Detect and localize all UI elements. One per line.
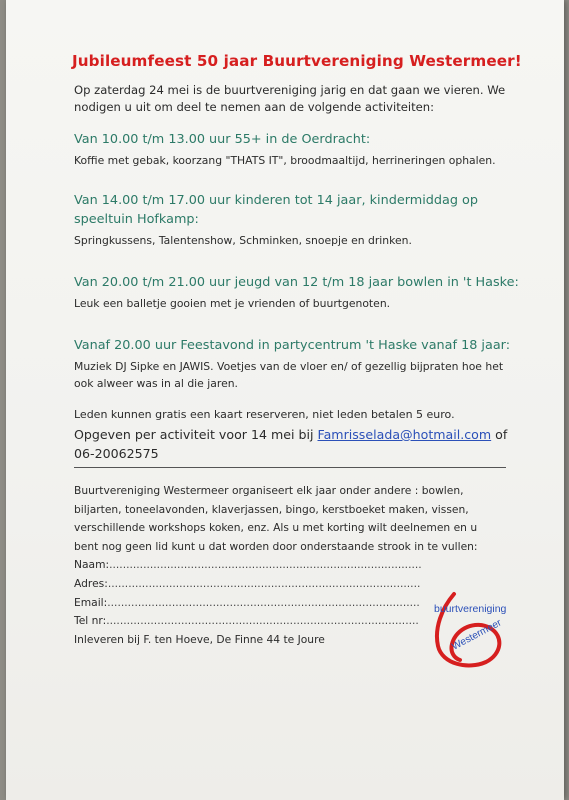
activity-1 [68,130,528,169]
activity-2-heading-cont: speeltuin Hofkamp: [74,212,199,227]
buurtvereniging-logo [424,588,524,672]
form-row-naam[interactable] [74,556,528,575]
activity-4-body [74,358,528,392]
logo-text-top: buurtvereniging [434,603,507,615]
form-label-naam: Naam: [74,558,110,572]
form-dots-tel: ............................................................................................ [106,614,419,628]
org-line-4: bent nog geen lid kunt u dat worden door onderstaande strook in te vullen: [74,539,478,553]
form-dots-email: ............................................................................................ [107,595,420,609]
intro-line-2: nodigen u uit om deel te nemen aan de volgende activiteiten: [74,100,435,114]
form-label-email: Email: [74,595,108,609]
activity-3-heading: Van 20.00 t/m 21.00 uur jeugd van 12 t/m 18 jaar bowlen in 't Haske: [74,275,519,290]
drop-off-text: Inleveren bij F. ten Hoeve, De Finne 44 te Joure [74,632,325,646]
form-dots-adres: ............................................................................................ [107,576,421,590]
signup-prefix: Opgeven per activiteit voor 14 mei bij [74,427,318,442]
flyer-paper [6,0,564,800]
signup-text [74,425,528,463]
signup-phone: 06-20062575 [74,446,159,461]
activity-4-body-line-2: ook alweer was in al die jaren. [74,377,238,390]
activity-4 [68,336,528,392]
activity-4-body-line-1: Muziek DJ Sipke en JAWIS. Voetjes van de vloer en/ of gezellig bijpraten hoe het [74,360,504,373]
activity-2-body: Springkussens, Talentenshow, Schminken, snoepje en drinken. [74,234,412,247]
activity-2-heading: Van 14.00 t/m 17.00 uur kinderen tot 14 jaar, kindermiddag op [74,193,478,208]
org-line-1: Buurtvereniging Westermeer organiseert elk jaar onder andere : bowlen, [74,484,464,497]
activity-1-heading: Van 10.00 t/m 13.00 uur 55+ in de Oerdracht: [74,132,371,147]
flyer-title: Jubileumfeest 50 jaar Buurtvereniging Westermeer! [72,52,522,70]
form-dots-naam: ............................................................................................ [109,558,422,572]
form-label-tel: Tel nr: [74,614,107,628]
signup-email-link[interactable]: Famrisselada@hotmail.com [317,427,492,442]
members-text: Leden kunnen gratis een kaart reserveren, niet leden betalen 5 euro. [74,408,455,421]
intro-text [74,82,528,116]
flyer-content [68,52,528,649]
org-line-2: biljarten, toneelavonden, klaverjassen, bingo, kerstboeket maken, vissen, [74,502,469,516]
activity-2 [68,191,528,249]
logo-text-bottom: Westermeer [450,617,504,653]
divider-line [74,467,506,468]
signup-suffix: of [491,427,508,442]
activity-1-body: Koffie met gebak, koorzang "THATS IT", broodmaaltijd, herrineringen ophalen. [74,154,496,167]
intro-line-1: Op zaterdag 24 mei is de buurtvereniging jarig en dat gaan we vieren. We [74,83,506,97]
activity-4-heading: Vanaf 20.00 uur Feestavond in partycentrum 't Haske vanaf 18 jaar: [74,338,511,353]
activity-3-body: Leuk een balletje gooien met je vrienden of buurtgenoten. [74,297,391,310]
form-label-adres: Adres: [74,576,108,590]
org-line-3: verschillende workshops koken, enz. Als u met korting wilt deelnemen en u [74,521,478,535]
activity-3 [68,273,528,312]
organization-text [74,482,504,556]
